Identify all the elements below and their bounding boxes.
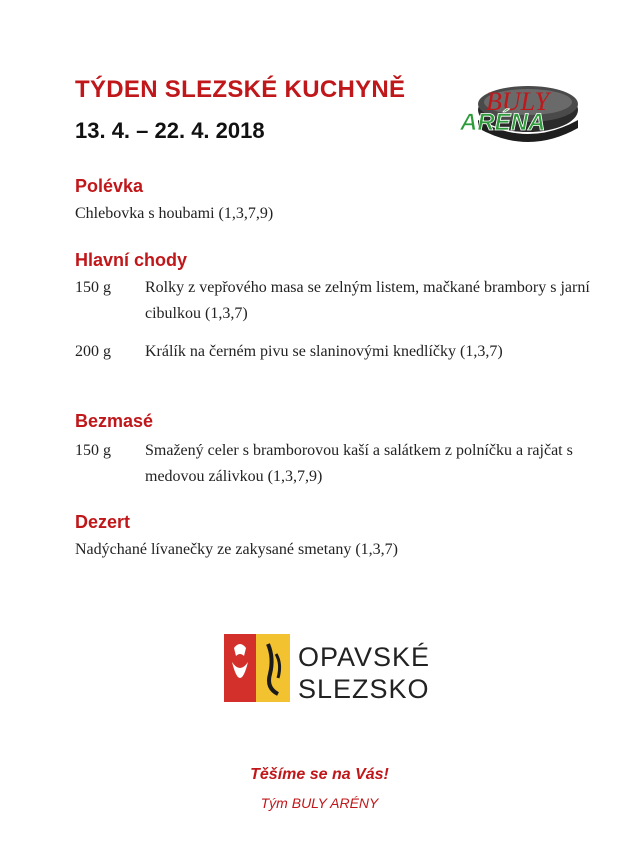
region-text-line1: OPAVSKÉ bbox=[298, 642, 431, 672]
meatless-item-1-dish: Smažený celer s bramborovou kaší a salátkem z polníčku a rajčat s medovou zálivkou (1,3,7,9) bbox=[145, 442, 573, 485]
opavske-slezsko-logo bbox=[224, 634, 454, 702]
main-item-2-dish: Králík na černém pivu se slaninovými knedlíčky (1,3,7) bbox=[145, 343, 503, 360]
section-soup-title: Polévka bbox=[75, 176, 144, 196]
soup-item: Chlebovka s houbami (1,3,7,9) bbox=[75, 205, 274, 222]
meatless-item-1-weight: 150 g bbox=[75, 442, 111, 459]
main-item-1-dish: Rolky z vepřového masa se zelným listem, mačkané brambory s jarní cibulkou (1,3,7) bbox=[145, 279, 590, 322]
date-range: 13. 4. – 22. 4. 2018 bbox=[75, 118, 265, 143]
region-text-line2: SLEZSKO bbox=[298, 674, 430, 702]
section-dessert-title: Dezert bbox=[75, 512, 131, 532]
section-meatless-title: Bezmasé bbox=[75, 411, 154, 431]
page-title: TÝDEN SLEZSKÉ KUCHYNĚ bbox=[75, 76, 406, 103]
main-item-1-weight: 150 g bbox=[75, 279, 111, 296]
arena-text: ARÉNA bbox=[460, 109, 546, 136]
section-main-title: Hlavní chody bbox=[75, 250, 188, 270]
buly-text: BULY bbox=[486, 87, 550, 116]
dessert-item: Nadýchané lívanečky ze zakysané smetany (1,3,7) bbox=[75, 541, 398, 558]
region-emblem-icon bbox=[224, 634, 290, 702]
buly-arena-logo bbox=[456, 80, 584, 156]
footer-greeting: Těšíme se na Vás! bbox=[250, 766, 389, 783]
main-item-2-weight: 200 g bbox=[75, 343, 111, 360]
footer-signature: Tým BULY ARÉNY bbox=[260, 795, 379, 811]
